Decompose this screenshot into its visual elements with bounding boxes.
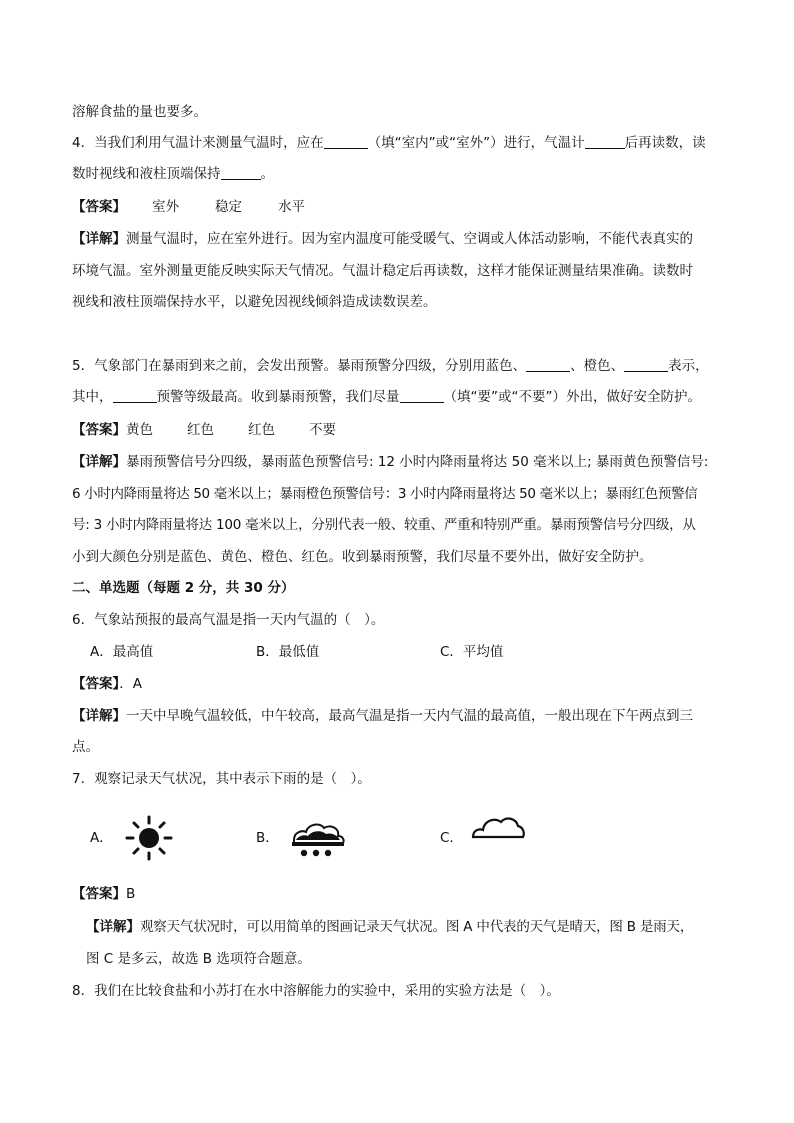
detail-4: [72, 229, 724, 249]
option-text: A．最高值: [90, 644, 154, 660]
answer-value: ．A: [119, 676, 142, 692]
cloud-icon: [470, 812, 526, 842]
answer-6: [72, 674, 724, 694]
option-c[interactable]: [440, 828, 463, 848]
detail-5-line2: [72, 484, 724, 504]
rain-cloud-icon: [290, 818, 346, 860]
detail-label: 【详解】: [86, 919, 140, 935]
question-text: 5．气象部门在暴雨到来之前，会发出预警。暴雨预警分四级，分别用蓝色、: [72, 358, 527, 374]
answer-5: [72, 420, 724, 440]
question-text: 、橙色、: [570, 358, 625, 374]
detail-4-line3: [72, 292, 724, 312]
detail-4-line2: [72, 261, 724, 281]
answer-blank[interactable]: [400, 388, 444, 403]
text: 溶解食盐的量也要多。: [72, 104, 207, 120]
detail-6: [72, 706, 724, 726]
option-a[interactable]: [90, 642, 153, 662]
answer-blank[interactable]: [113, 388, 157, 403]
detail-7-line2: [86, 949, 724, 969]
question-8: [72, 981, 724, 1001]
option-text: C．平均值: [440, 644, 504, 660]
answer-value: 稳定: [215, 199, 242, 215]
detail-label: 【详解】: [72, 708, 126, 724]
option-text: A．: [90, 830, 113, 846]
question-text: 表示，: [668, 358, 709, 374]
detail-text: 暴雨预警信号分四级，暴雨蓝色预警信号: 12 小时内降雨量将达 50 毫米以上; 暴雨黄色预警信号:: [126, 454, 709, 470]
question-6: [72, 610, 724, 630]
answer-value: 水平: [278, 199, 305, 215]
question-text: 。: [260, 166, 274, 182]
detail-5: [72, 452, 724, 472]
detail-text: 一天中早晚气温较低，中午较高，最高气温是指一天内气温的最高值，一般出现在下午两点到三: [126, 708, 693, 724]
question-text: 8．我们在比较食盐和小苏打在水中溶解能力的实验中，采用的实验方法是（ ）。: [72, 983, 560, 999]
question-5: [72, 356, 724, 376]
answer-blank[interactable]: [221, 165, 261, 180]
answer-blank[interactable]: [526, 357, 570, 372]
question-text: （填“室内”或“室外”）进行，气温计: [367, 135, 585, 151]
question-7: [72, 769, 724, 789]
section-heading: [72, 578, 724, 598]
text-line: [72, 102, 724, 122]
detail-text: 环境气温。室外测量更能反映实际天气情况。气温计稳定后再读数，这样才能保证测量结果准确。读数时: [72, 263, 693, 279]
question-4-cont: [72, 164, 724, 184]
answer-value: 红色: [187, 422, 214, 438]
question-text: 7．观察记录天气状况，其中表示下雨的是（ ）。: [72, 771, 371, 787]
answer-7: [72, 884, 724, 904]
answer-label: 【答案】: [72, 199, 126, 215]
answer-4: [72, 197, 724, 217]
question-text: 其中，: [72, 389, 113, 405]
option-text: B．: [256, 830, 279, 846]
question-text: （填“要”或“不要”）外出，做好安全防护。: [443, 389, 701, 405]
answer-label: 【答案】: [72, 422, 126, 438]
detail-text: 点。: [72, 739, 99, 755]
detail-text: 图 C 是多云，故选 B 选项符合题意。: [86, 951, 311, 967]
sun-icon: [122, 814, 176, 862]
detail-7: [86, 917, 724, 937]
detail-5-line4: [72, 547, 724, 567]
detail-text: 视线和液柱顶端保持水平，以避免因视线倾斜造成读数误差。: [72, 294, 437, 310]
detail-text: 号: 3 小时内降雨量将达 100 毫米以上，分别代表一般、较重、严重和特别严重。暴雨预警信号分四级，从: [72, 517, 696, 533]
answer-value: 黄色: [126, 422, 153, 438]
option-text: B．最低值: [256, 644, 320, 660]
question-4: [72, 133, 724, 153]
option-c[interactable]: [440, 642, 503, 662]
option-text: C．: [440, 830, 463, 846]
answer-label: 【答案】: [72, 676, 120, 692]
answer-value: 不要: [309, 422, 336, 438]
option-a[interactable]: [90, 828, 113, 848]
answer-label: 【答案】: [72, 886, 126, 902]
question-text: 预警等级最高。收到暴雨预警，我们尽量: [156, 389, 400, 405]
answer-blank[interactable]: [585, 134, 625, 149]
answer-value: 室外: [152, 199, 179, 215]
answer-blank[interactable]: [324, 134, 368, 149]
question-text: 数时视线和液柱顶端保持: [72, 166, 221, 182]
detail-text: 小到大颜色分别是蓝色、黄色、橙色、红色。收到暴雨预警，我们尽量不要外出，做好安全防护。: [72, 549, 653, 565]
question-text: 4．当我们利用气温计来测量气温时，应在: [72, 135, 324, 151]
answer-value: 红色: [248, 422, 275, 438]
question-text: 6．气象站预报的最高气温是指一天内气温的（ ）。: [72, 612, 385, 628]
question-5-cont: [72, 387, 724, 407]
detail-label: 【详解】: [72, 454, 126, 470]
detail-text: 测量气温时，应在室外进行。因为室内温度可能受暖气、空调或人体活动影响，不能代表真实的: [126, 231, 693, 247]
option-b[interactable]: [256, 828, 279, 848]
section-title: 二、单选题（每题 2 分，共 30 分）: [72, 580, 295, 596]
detail-6-line2: [72, 737, 724, 757]
answer-value: B: [126, 886, 136, 902]
option-b[interactable]: [256, 642, 319, 662]
detail-label: 【详解】: [72, 231, 126, 247]
answer-blank[interactable]: [624, 357, 668, 372]
detail-text: 6 小时内降雨量将达 50 毫米以上；暴雨橙色预警信号：3 小时内降雨量将达 50 毫米以上；暴雨红色预警信: [72, 486, 698, 502]
detail-5-line3: [72, 515, 724, 535]
question-text: 后再读数，读: [624, 135, 706, 151]
detail-text: 观察天气状况时，可以用简单的图画记录天气状况。图 A 中代表的天气是晴天，图 B 是雨天，: [140, 919, 694, 935]
